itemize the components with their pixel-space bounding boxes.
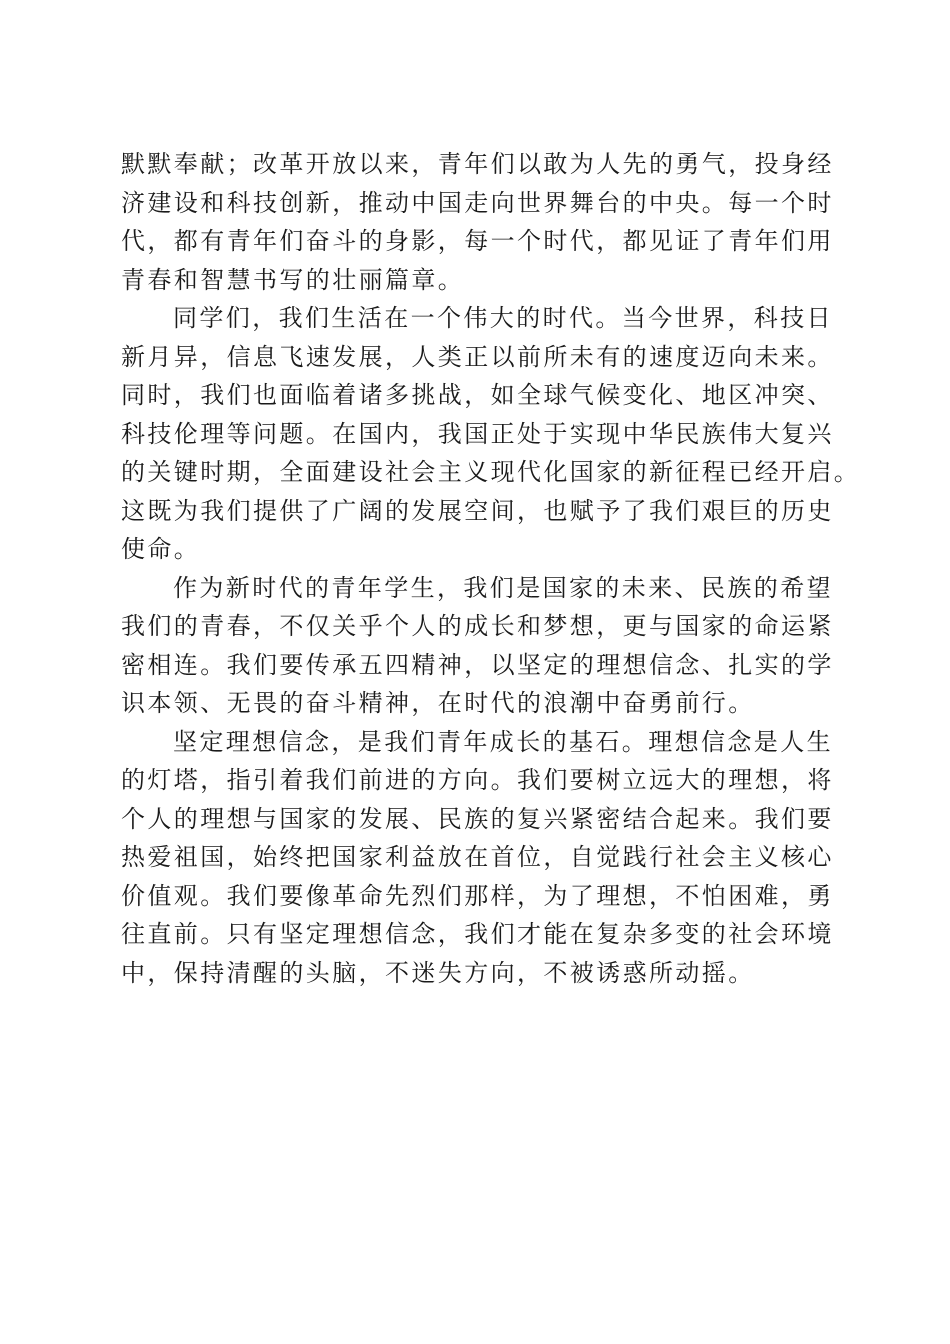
paragraph-3 bbox=[121, 569, 834, 723]
text-line: 代，都有青年们奋斗的身影，每一个时代，都见证了青年们用 bbox=[121, 227, 834, 255]
paragraph-4 bbox=[121, 723, 834, 993]
paragraph-2 bbox=[121, 299, 861, 569]
text-line: 价值观。我们要像革命先烈们那样，为了理想，不怕困难，勇 bbox=[121, 881, 834, 910]
text-line: 同学们，我们生活在一个伟大的时代。当今世界，科技日 bbox=[173, 304, 833, 332]
text-line: 识本领、无畏的奋斗精神，在时代的浪潮中奋勇前行。 bbox=[121, 689, 755, 717]
text-line: 济建设和科技创新，推动中国走向世界舞台的中央。每一个时 bbox=[121, 188, 834, 217]
text-line: 坚定理想信念，是我们青年成长的基石。理想信念是人生 bbox=[173, 727, 833, 756]
text-line: 这既为我们提供了广阔的发展空间，也赋予了我们艰巨的历史 bbox=[121, 496, 834, 525]
text-line: 的灯塔，指引着我们前进的方向。我们要树立远大的理想，将 bbox=[121, 766, 834, 794]
text-line: 同时，我们也面临着诸多挑战，如全球气候变化、地区冲突、 bbox=[121, 381, 834, 409]
text-line: 默默奉献；改革开放以来，青年们以敢为人先的勇气，投身经 bbox=[121, 150, 834, 178]
text-line: 使命。 bbox=[121, 535, 201, 563]
text-line: 新月异，信息飞速发展，人类正以前所未有的速度迈向未来。 bbox=[121, 342, 834, 371]
body-text bbox=[121, 145, 861, 992]
text-line: 科技伦理等问题。在国内，我国正处于实现中华民族伟大复兴 bbox=[121, 419, 834, 448]
text-line: 我们的青春，不仅关乎个人的成长和梦想，更与国家的命运紧 bbox=[121, 612, 834, 640]
text-line: 热爱祖国，始终把国家利益放在首位，自觉践行社会主义核心 bbox=[121, 843, 834, 871]
paragraph-1 bbox=[121, 145, 834, 299]
text-line: 中，保持清醒的头脑，不迷失方向，不被诱惑所动摇。 bbox=[121, 958, 755, 987]
text-line: 青春和智慧书写的壮丽篇章。 bbox=[121, 265, 465, 294]
text-line: 个人的理想与国家的发展、民族的复兴紧密结合起来。我们要 bbox=[121, 804, 834, 833]
text-line: 往直前。只有坚定理想信念，我们才能在复杂多变的社会环境 bbox=[121, 920, 834, 948]
text-line: 的关键时期，全面建设社会主义现代化国家的新征程已经开启。 bbox=[121, 458, 861, 486]
text-line: 作为新时代的青年学生，我们是国家的未来、民族的希望 bbox=[173, 573, 833, 602]
text-line: 密相连。我们要传承五四精神，以坚定的理想信念、扎实的学 bbox=[121, 650, 834, 679]
